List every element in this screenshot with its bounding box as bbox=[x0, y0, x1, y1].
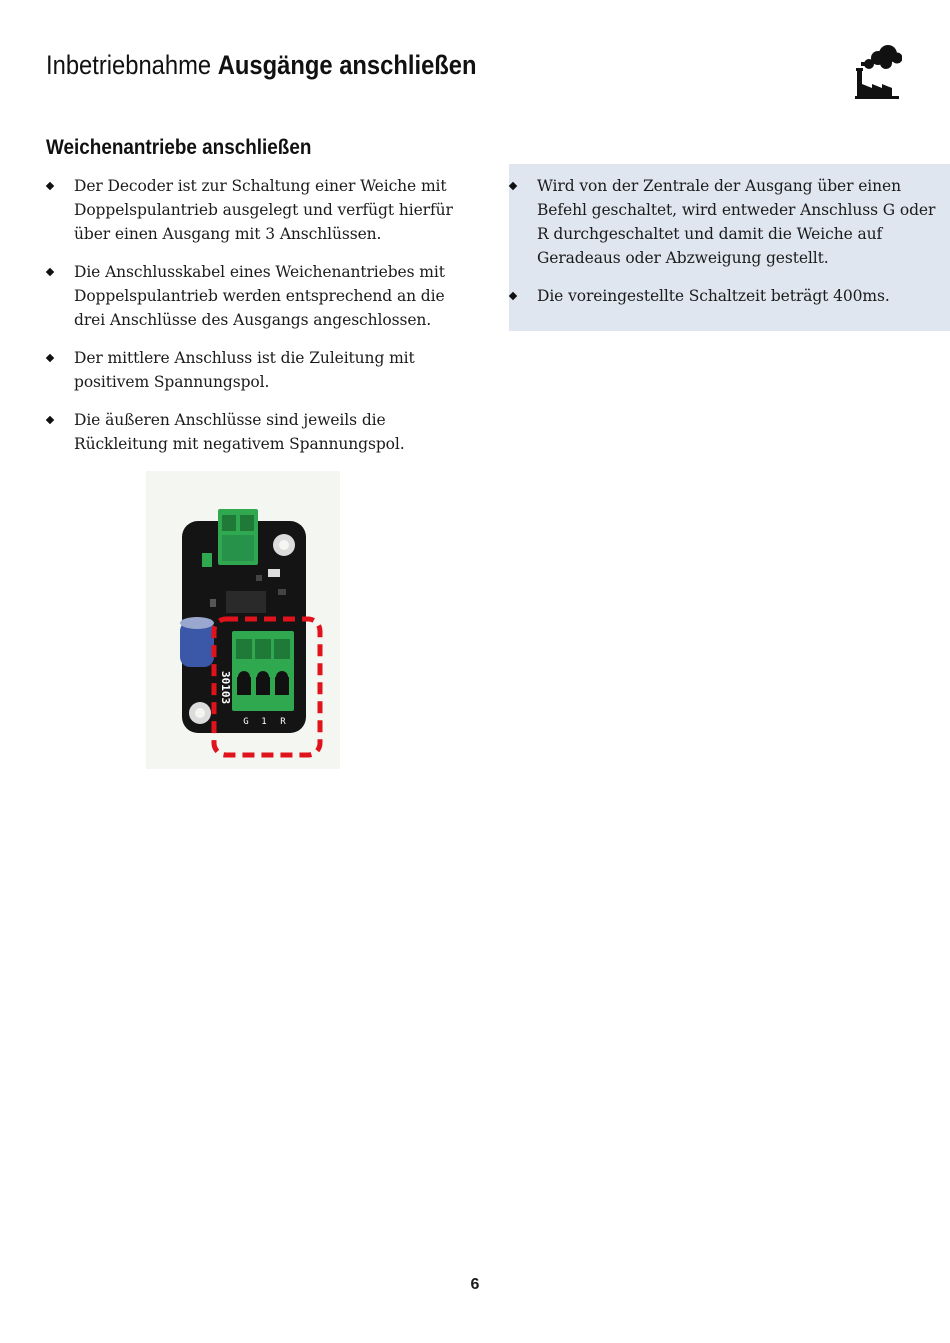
terminal-label-1: 1 bbox=[261, 717, 267, 727]
left-column bbox=[46, 174, 456, 470]
terminal-label-r: R bbox=[280, 717, 286, 727]
decoder-board-photo bbox=[146, 471, 340, 769]
section-title: Weichenantriebe anschließen bbox=[46, 136, 312, 159]
diamond-bullet-icon bbox=[46, 268, 54, 276]
diamond-bullet-icon bbox=[46, 182, 54, 190]
diamond-bullet-icon bbox=[46, 354, 54, 362]
terminal-label-g: G bbox=[243, 717, 249, 727]
diamond-bullet-icon bbox=[509, 182, 517, 190]
page-title-section: Inbetriebnahme bbox=[46, 50, 212, 80]
left-bullet-list bbox=[46, 174, 456, 456]
list-item-text: Der Decoder ist zur Schaltung einer Weiche mit Doppelspulantrieb ausgelegt und verfügt hierfür über einen Ausgang mit 3 Anschlüssen. bbox=[74, 177, 453, 243]
list-item bbox=[46, 408, 456, 456]
list-item-text: Die äußeren Anschlüsse sind jeweils die Rückleitung mit negativem Spannungspol. bbox=[74, 411, 405, 453]
list-item bbox=[46, 346, 456, 394]
list-item bbox=[46, 174, 456, 246]
board-number: 30103 bbox=[219, 671, 232, 705]
right-bullet-list bbox=[509, 174, 950, 308]
diamond-bullet-icon bbox=[509, 292, 517, 300]
factory-icon bbox=[852, 44, 902, 100]
list-item bbox=[509, 174, 950, 270]
list-item-text: Die Anschlusskabel eines Weichenantriebes mit Doppelspulantrieb werden entsprechend an die drei Anschlüsse des Ausgangs angeschlossen. bbox=[74, 263, 445, 329]
list-item-text: Wird von der Zentrale der Ausgang über einen Befehl geschaltet, wird entweder Anschluss G oder R durchgeschaltet und damit die Weiche auf Geradeaus oder Abzweigung gestellt. bbox=[537, 177, 936, 267]
page-title bbox=[46, 46, 477, 84]
page-title-topic: Ausgänge anschließen bbox=[217, 50, 477, 80]
list-item bbox=[46, 260, 456, 332]
diamond-bullet-icon bbox=[46, 416, 54, 424]
page-number: 6 bbox=[470, 1276, 480, 1293]
list-item-text: Die voreingestellte Schaltzeit beträgt 400ms. bbox=[537, 287, 890, 305]
list-item-text: Der mittlere Anschluss ist die Zuleitung mit positivem Spannungspol. bbox=[74, 349, 415, 391]
info-box bbox=[509, 164, 950, 331]
list-item bbox=[509, 284, 950, 308]
